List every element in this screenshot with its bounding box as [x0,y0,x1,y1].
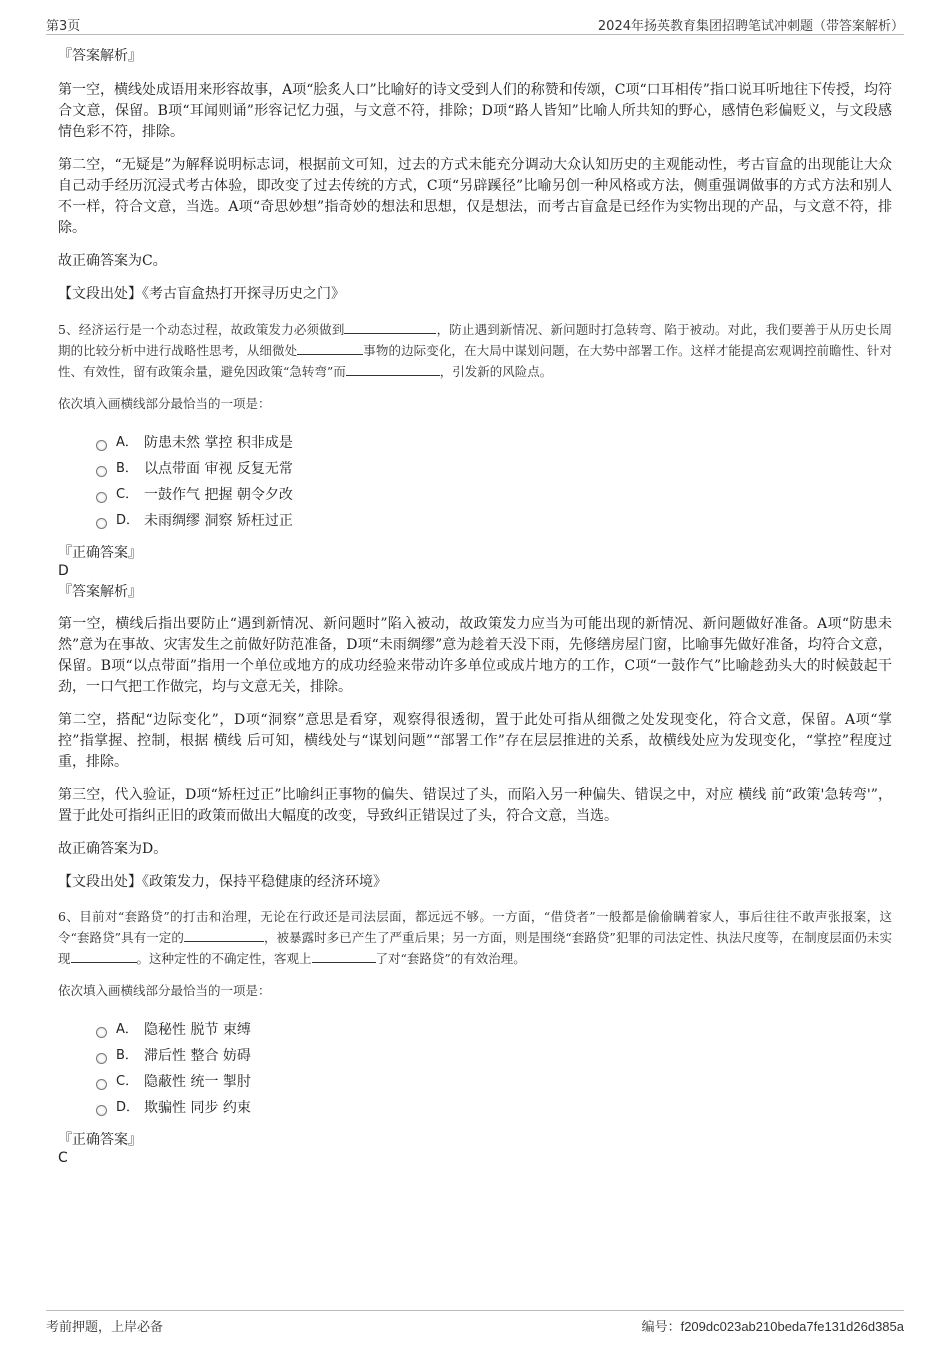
option-a[interactable]: A． 防患未然 掌控 积非成是 [96,430,892,456]
analysis-paragraph: 第二空，“无疑是”为解释说明标志词，根据前文可知，过去的方式未能充分调动大众认知历史的主观能动性，考古盲盒的出现能让大众自己动手经历沉浸式考古体验，即改变了过去传统的方式，C项“另辟蹊径”比喻另创一种风格或方法，侧重强调做事的方式方法和别人不一样，符合文意，当选。A项“奇思妙想”指奇妙的想法和思想，仅是想法，而考古盲盒是已经作为实物出现的产品，与文意不符，排除。 [58,157,892,236]
answer-blank [71,948,137,963]
passage-source: 【文段出处】《政策发力，保持平稳健康的经济环境》 [58,874,387,890]
question-6-options [96,1017,892,1121]
radio-icon[interactable] [96,492,107,503]
page-footer [46,1310,904,1335]
analysis-paragraph: 第一空，横线后指出要防止“遇到新情况、新问题时”陷入被动，故政策发力应当为可能出现的新情况、新问题做好准备。A项“防患未然”意为在事故、灾害发生之前做好防范准备，D项“未雨绸缪”意为趁着天没下雨，先修缮房屋门窗，比喻事先做好准备，均符合文意，保留。B项“以点带面”指用一个单位或地方的成功经验来带动许多单位或成片地方的工作，C项“一鼓作气”比喻趁劲头大的时候鼓起干劲，一口气把工作做完，均与文意无关，排除。 [58,616,892,695]
analysis-label: 『答案解析』 [58,584,142,600]
correct-answer-value: C [58,1150,68,1166]
answer-blank [344,319,436,334]
question-6-stem: 6、目前对“套路贷”的打击和治理，无论在行政还是司法层面，都远远不够。一方面，“借贷者”一般都是偷偷瞒着家人，事后往往不敢声张报案，这令“套路贷”具有一定的 ，被暴露时多已产生了严重后果；另一方面，则是围绕“套路贷”犯罪的司法定性、执法尺度等，在制度层面仍未实现 。这种定性的不确定性，客观上 了对“套路贷”的有效治理。 [58,909,892,966]
radio-icon[interactable] [96,1027,107,1038]
option-c[interactable]: C． 隐蔽性 统一 掣肘 [96,1069,892,1095]
option-c[interactable]: C． 一鼓作气 把握 朝令夕改 [96,482,892,508]
footer-slogan: 考前押题，上岸必备 [46,1320,164,1335]
page-content [58,46,892,1169]
answer-blank [184,927,264,942]
analysis-label: 『答案解析』 [58,48,142,64]
question-instruction: 依次填入画横线部分最恰当的一项是： [58,396,271,411]
radio-icon[interactable] [96,518,107,529]
correct-answer-label: 『正确答案』 [58,1132,142,1148]
question-instruction: 依次填入画横线部分最恰当的一项是： [58,983,271,998]
option-b[interactable]: B． 滞后性 整合 妨碍 [96,1043,892,1069]
option-d[interactable]: D． 欺骗性 同步 约束 [96,1095,892,1121]
option-d[interactable]: D． 未雨绸缪 洞察 矫枉过正 [96,508,892,534]
analysis-paragraph: 第一空，横线处成语用来形容故事，A项“脍炙人口”比喻好的诗文受到人们的称赞和传颂，C项“口耳相传”指口说耳听地往下传授，均符合文意，保留。B项“耳闻则诵”形容记忆力强，与文意不符，排除；D项“路人皆知”比喻人所共知的野心，感情色彩偏贬义，与文段感情色彩不符，排除。 [58,82,892,140]
option-b[interactable]: B． 以点带面 审视 反复无常 [96,456,892,482]
answer-blank [297,340,363,355]
correct-answer-label: 『正确答案』 [58,545,142,561]
document-title: 2024年扬英教育集团招聘笔试冲刺题（带答案解析） [597,19,904,34]
radio-icon[interactable] [96,1079,107,1090]
radio-icon[interactable] [96,440,107,451]
question-5-stem: 5、经济运行是一个动态过程，故政策发力必须做到 ，防止遇到新情况、新问题时打急转弯、陷于被动。对此，我们要善于从历史长周期的比较分析中进行战略性思考，从细微处 事物的边际变化，在大局中谋划问题，在大势中部署工作。这样才能提高宏观调控前瞻性、针对性、有效性，留有政策余量，避免因政策“急转弯”而 ，引发新的风险点。 [58,319,892,382]
answer-blank [312,948,376,963]
question-5-options [96,430,892,534]
passage-source: 【文段出处】《考古盲盒热打开探寻历史之门》 [58,286,345,302]
document-code: 编号：f209dc023ab210beda7fe131d26d385a [641,1319,904,1335]
page-number: 第3页 [46,19,81,34]
analysis-paragraph: 第三空，代入验证，D项“矫枉过正”比喻纠正事物的偏失、错误过了头，而陷入另一种偏失、错误之中，对应 横线 前“政策'急转弯'”，置于此处可指纠正旧的政策而做出大幅度的改变，导致纠正错误过了头，符合文意，当选。 [58,787,892,824]
correct-answer-statement: 故正确答案为C。 [58,253,167,269]
correct-answer-statement: 故正确答案为D。 [58,841,168,857]
analysis-paragraph: 第二空，搭配“边际变化”，D项“洞察”意思是看穿，观察得很透彻，置于此处可指从细微之处发现变化，符合文意，保留。A项“掌控”指掌握、控制，根据 横线 后可知，横线处与“谋划问题”“部署工作”存在层层推进的关系，故横线处应为发现变化，“掌控”程度过重，排除。 [58,712,892,770]
radio-icon[interactable] [96,1053,107,1064]
radio-icon[interactable] [96,466,107,477]
option-a[interactable]: A． 隐秘性 脱节 束缚 [96,1017,892,1043]
answer-blank [346,361,440,376]
radio-icon[interactable] [96,1105,107,1116]
page-header [46,12,904,35]
correct-answer-value: D [58,563,69,579]
